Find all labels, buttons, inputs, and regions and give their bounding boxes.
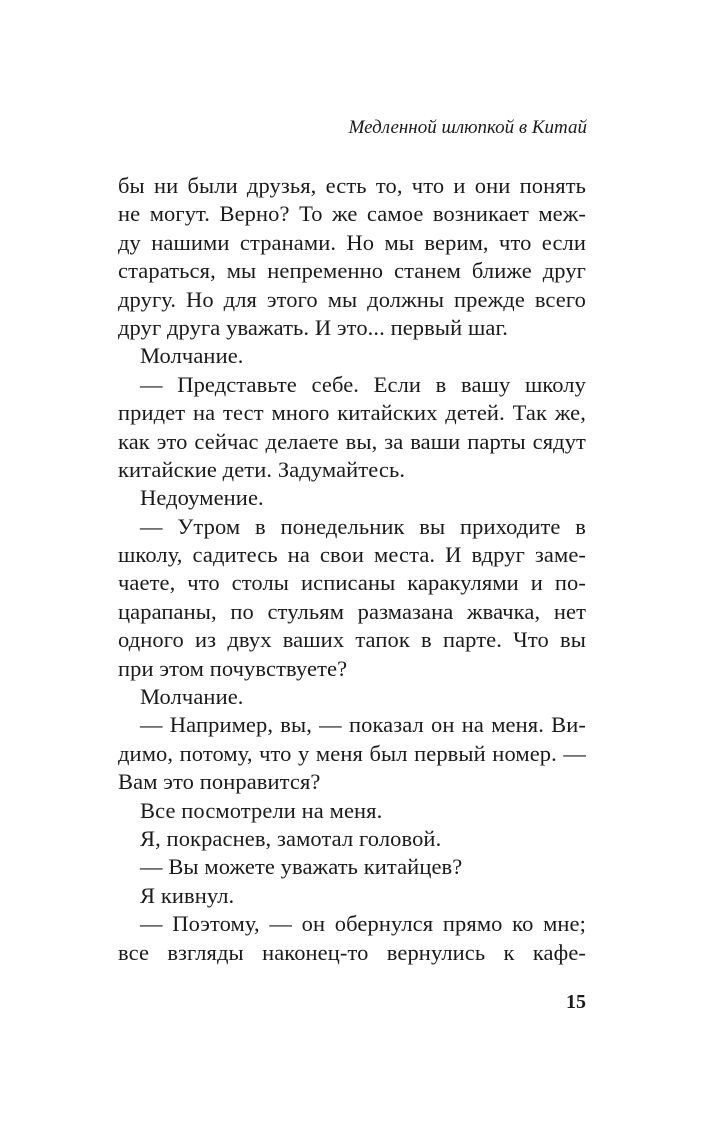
text-line: ду нашими странами. Но мы верим, что если [118,229,586,255]
text-line: стараться, мы непременно станем ближе друг [118,258,586,284]
text-line: Недоумение. [140,485,264,511]
text-line: друг друга уважать. И это... первый шаг. [118,314,508,340]
text-line: как это сейчас делаете вы, за ваши парты сядут [118,428,586,454]
text-line: димо, потому, что у меня был первый номер. — [118,740,586,766]
text-line: придет на тест много китайских детей. Так же, [118,400,586,426]
text-line: царапаны, по стульям размазана жвачка, нет [118,598,586,624]
body-text [118,172,586,967]
text-line: при этом почувствуете? [118,655,348,681]
text-line: бы ни были друзья, есть то, что и они понять [118,173,586,198]
page-number: 15 [566,991,586,1013]
text-line: — Поэтому, — он обернулся прямо ко мне; [140,911,586,937]
text-line: Молчание. [140,343,244,369]
text-line: китайские дети. Задумайтесь. [118,456,406,482]
text-line: все взгляды наконец-то вернулись к кафе- [118,939,586,965]
text-line: Я, покраснев, замотал головой. [140,825,442,851]
text-line: чаете, что столы исписаны каракулями и по- [118,570,586,596]
text-line: — Например, вы, — показал он на меня. Ви- [140,712,586,738]
text-line: — Вы можете уважать китайцев? [140,854,463,880]
text-line: Вам это понравится? [118,769,321,795]
text-line: не могут. Верно? То же самое возникает меж- [118,201,586,227]
running-header: Медленной шлюпкой в Китай [348,117,587,138]
text-line: Молчание. [140,684,244,710]
text-line: — Утром в понедельник вы приходите в [140,513,586,539]
text-line: Все посмотрели на меня. [140,797,383,823]
text-line: — Представьте себе. Если в вашу школу [140,371,586,397]
text-line: одного из двух ваших тапок в парте. Что вы [118,627,586,653]
text-line: другу. Но для этого мы должны прежде всего [118,286,586,312]
text-line: Я кивнул. [140,882,235,908]
text-line: школу, садитесь на свои места. И вдруг заме- [118,542,586,568]
